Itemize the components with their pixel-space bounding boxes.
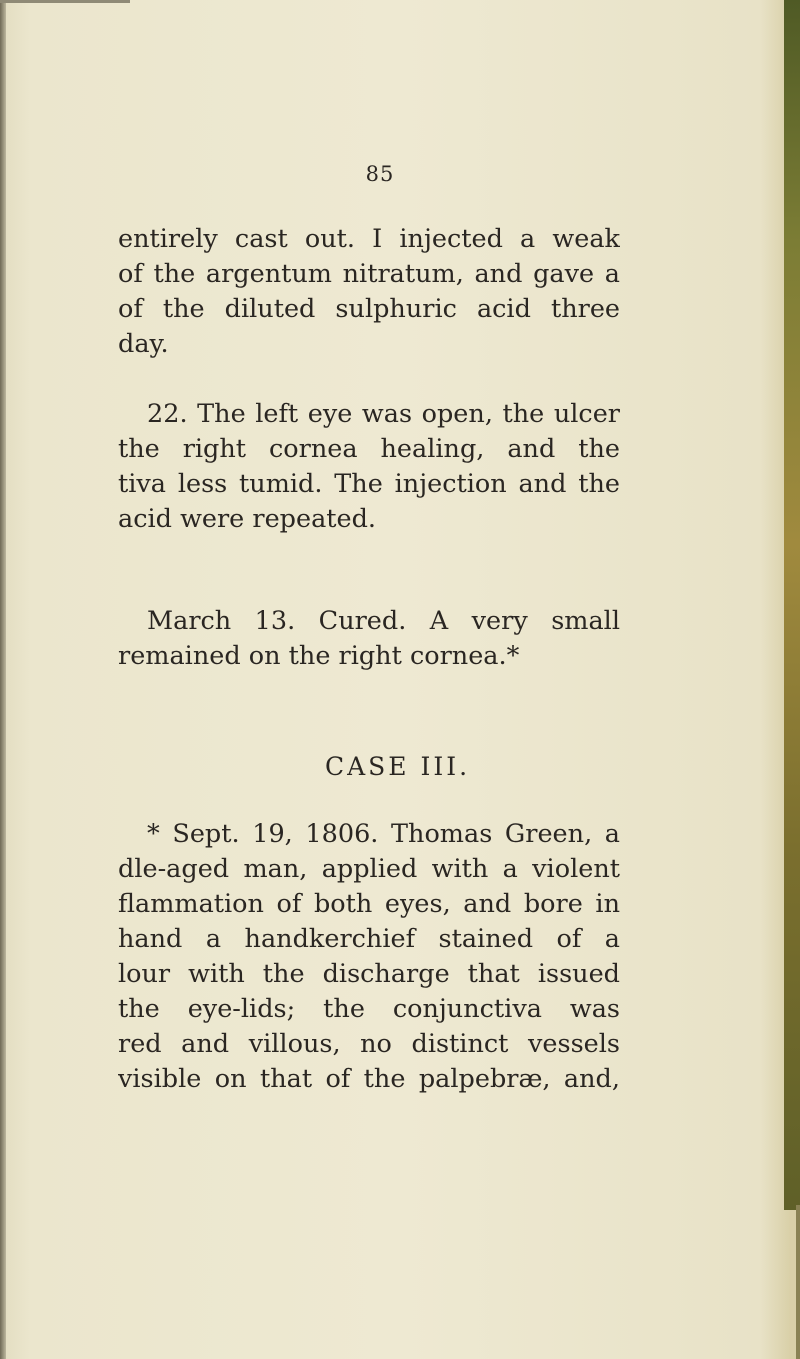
text-line: tiva less tumid. The injection and the — [118, 469, 620, 499]
text-line: acid were repeated. — [118, 504, 377, 534]
text-line: hand a handkerchief stained of a — [118, 924, 620, 954]
text-line: March 13. Cured. A very small — [147, 606, 620, 636]
text-line: * Sept. 19, 1806. Thomas Green, a — [147, 819, 620, 849]
binding-edge — [784, 0, 800, 1210]
text-line: of the argentum nitratum, and gave a — [118, 259, 620, 289]
text-line: remained on the right cornea.* — [118, 641, 520, 671]
page-number: 85 — [365, 162, 395, 186]
text-line: of the diluted sulphuric acid three — [118, 294, 620, 324]
text-line: visible on that of the palpebræ, and, — [118, 1064, 620, 1094]
binding-edge-lower — [796, 1205, 800, 1359]
page-left-edge — [0, 0, 6, 1359]
text-line: 22. The left eye was open, the ulcer — [147, 399, 620, 429]
text-line: flammation of both eyes, and bore in — [118, 889, 620, 919]
text-line: the eye-lids; the conjunctiva was — [118, 994, 620, 1024]
text-line: lour with the discharge that issued — [118, 959, 620, 989]
text-line: entirely cast out. I injected a weak — [118, 224, 620, 254]
text-line: the right cornea healing, and the — [118, 434, 620, 464]
page-top-shadow — [0, 0, 130, 3]
text-line: day. — [118, 329, 169, 359]
text-line: dle-aged man, applied with a violent — [118, 854, 620, 884]
text-line: red and villous, no distinct vessels — [118, 1029, 620, 1059]
case-heading: CASE III. — [325, 752, 471, 781]
